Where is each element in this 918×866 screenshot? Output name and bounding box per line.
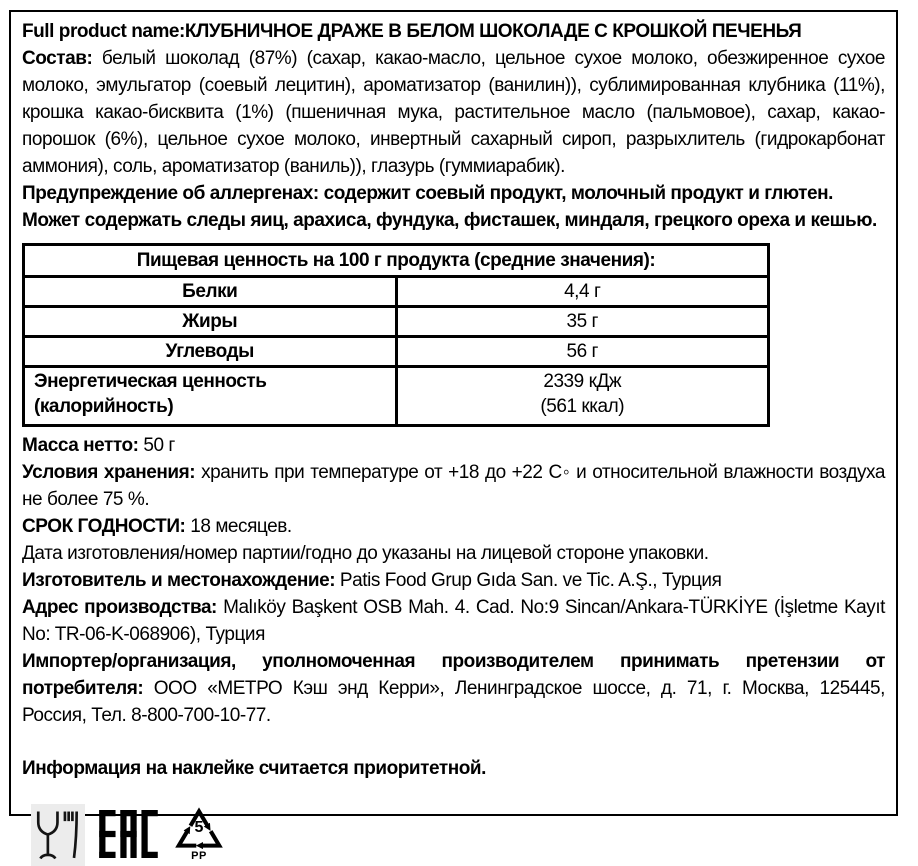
production-date-text: Дата изготовления/номер партии/годно до указаны на лицевой стороне упаковки. [22,543,709,564]
table-row-energy [24,367,769,426]
production-address-line [22,594,885,648]
nutrition-table [22,243,770,427]
composition-label: Состав: [22,48,93,69]
nutrient-value: 4,4 г [396,277,769,307]
table-header-row [24,245,769,277]
address-value: Malıköy Başkent OSB Mah. 4. Cad. No:9 Sincan/Ankara-TÜRKİYE (İşletme Kayıt No: TR-06-K-068906), Турция [22,597,885,645]
title-value: КЛУБНИЧНОЕ ДРАЖЕ В БЕЛОМ ШОКОЛАДЕ С КРОШКОЙ ПЕЧЕНЬЯ [184,21,802,42]
footer-symbols [31,804,885,866]
storage-label: Условия хранения: [22,462,196,483]
energy-value [396,367,769,426]
food-safe-icon [31,804,85,866]
manufacturer-line [22,567,885,594]
manufacturer-label: Изготовитель и местонахождение: [22,570,336,591]
page-title [22,18,885,45]
nutrient-value: 35 г [396,307,769,337]
energy-name: Энергетическая ценность (калорийность) [24,367,397,426]
shelf-life-label: СРОК ГОДНОСТИ: [22,516,186,537]
storage-text: хранить при температуре от +18 до +22 С◦ и относительной влажности воздуха не более 75 %. [22,462,886,510]
nutrient-name: Белки [24,277,397,307]
storage-conditions-line [22,459,885,513]
importer-line [22,648,885,729]
importer-value: ООО «МЕТРО Кэш энд Керри», Ленинградское шоссе, д. 71, г. Москва, 125445, Россия, Тел. 8-800-700-10-77. [22,678,885,726]
recycling-material-code: PP [191,850,207,862]
address-label: Адрес производства: [22,597,217,618]
energy-kcal: (561 ккал) [540,396,625,417]
energy-kj: 2339 кДж [543,371,622,392]
composition-text: белый шоколад (87%) (сахар, какао-масло, цельное сухое молоко, обезжиренное сухое молоко, эмульгатор (соевый лецитин), ароматизатор (ванилин)), сублимированная клубника (11%), крошка какао-бисквита (1%) (пшеничная мука, растительное масло (пальмовое), сахар, какао-порошок (6%), цельное сухое молоко, инвертный сахарный сироп, разрыхлитель (гидрокарбонат аммония), соль, ароматизатор (ваниль)), глазурь (гуммиарабик). [22,48,885,177]
shelf-life-line [22,513,885,540]
shelf-life-value: 18 месяцев. [185,516,292,537]
table-row [24,337,769,367]
glass-fork-glyph [34,808,82,862]
allergen-traces: Может содержать следы яиц, арахиса, фундука, фисташек, миндаля, грецкого ореха и кешью. [22,210,877,231]
eac-mark-icon [99,804,158,863]
nutrient-value: 56 г [396,337,769,367]
allergen-warning: Предупреждение об аллергенах: содержит соевый продукт, молочный продукт и глютен. [22,183,833,204]
composition-paragraph [22,45,885,180]
nutrition-table-title: Пищевая ценность на 100 г продукта (средние значения): [24,245,769,277]
priority-note: Информация на наклейке считается приоритетной. [22,758,486,779]
net-weight-label: Масса нетто: [22,435,139,456]
nutrient-name: Жиры [24,307,397,337]
table-row [24,277,769,307]
production-date-line [22,540,885,567]
document-page [9,10,898,862]
net-weight-value: 50 г [138,435,175,456]
net-weight-line [22,432,885,459]
title-label: Full product name: [22,21,185,42]
eac-glyph [99,810,158,858]
nutrient-name: Углеводы [24,337,397,367]
table-row [24,307,769,337]
recycling-number: 5 [194,819,204,836]
recycling-pp5-icon [172,804,226,862]
manufacturer-value: Patis Food Grup Gıda San. ve Tic. A.Ş., Турция [335,570,722,591]
importer-label: Импортер/организация, уполномоченная производителем принимать претензии от потребителя: [22,651,885,699]
